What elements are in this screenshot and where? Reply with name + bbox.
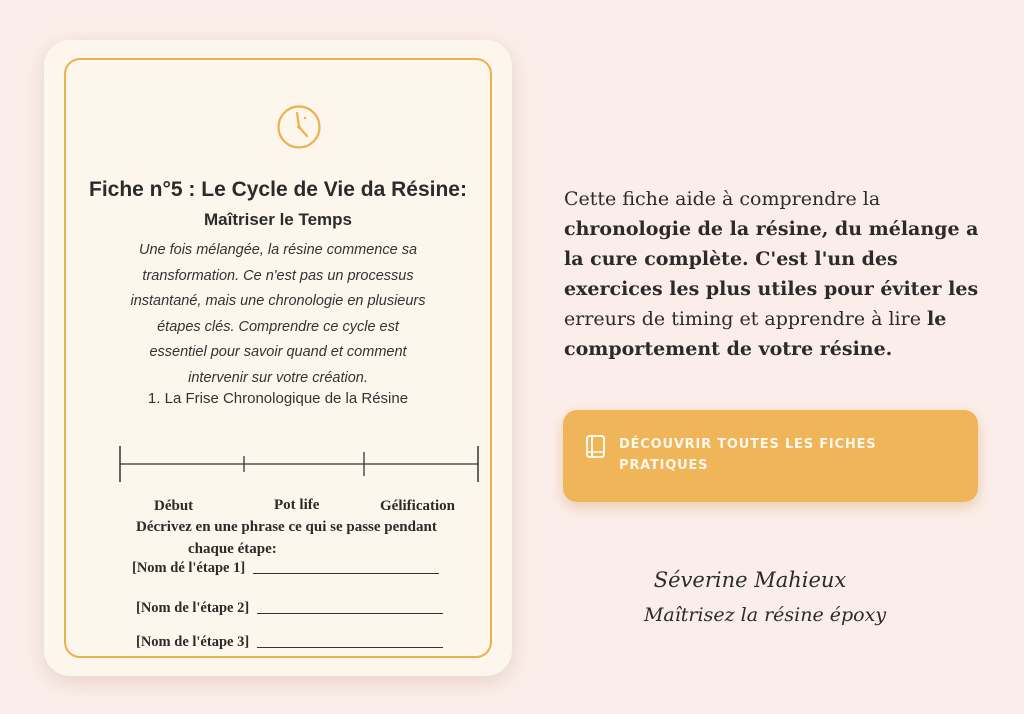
step-label: [Nom dé l'étape 1] — [132, 560, 246, 576]
step-label: [Nom de l'étape 2] — [136, 600, 250, 616]
cta-label: DÉCOUVRIR TOUTES LES FICHES PRATIQUES — [619, 437, 877, 473]
timeline-label: Gélification — [380, 498, 455, 514]
discover-all-sheets-button[interactable] — [563, 410, 978, 502]
clock-icon — [276, 104, 322, 150]
card-subtitle: Maîtriser le Temps — [203, 210, 353, 229]
step-label: [Nom de l'étape 3] — [136, 634, 250, 650]
card-title: Fiche n°5 : Le Cycle de Vie da Résine: — [89, 178, 467, 201]
timeline-axis — [118, 442, 482, 486]
signature-name: Séverine Mahieux — [653, 568, 847, 592]
book-icon — [585, 434, 607, 460]
timeline-label: Début — [154, 498, 194, 514]
step-row — [132, 560, 439, 577]
description-part: erreurs de timing et apprendre à lire — [564, 308, 928, 330]
worksheet-card — [44, 40, 512, 676]
description-part: Cette fiche aide à comprendre la — [564, 188, 881, 210]
step-row — [136, 600, 443, 617]
instruction-line: chaque étape: — [188, 541, 277, 557]
step-row — [136, 634, 443, 651]
card-intro-text: Une fois mélangée, la résine commence sa transformation. Ce n'est pas un processus instantané, mais une chronologie en plusieurs étapes clés. Comprendre ce cycle est essentiel pour savoir quand et comment intervenir sur votre création. — [130, 242, 426, 386]
signature-tagline: Maîtrisez la résine époxy — [643, 604, 887, 626]
description-text — [564, 184, 984, 364]
description-bold: chronologie de la résine, du mélange a la cure complète. C'est l'un des exercices les plus utiles pour éviter les — [564, 218, 979, 300]
answer-line[interactable] — [257, 647, 443, 648]
timeline-label: Pot life — [274, 497, 320, 513]
section-heading: 1. La Frise Chronologique de la Résine — [147, 390, 409, 407]
instructions — [136, 516, 476, 560]
description-bold: le comportement de votre résine. — [564, 308, 947, 360]
answer-line[interactable] — [257, 613, 443, 614]
instruction-line: Décrivez en une phrase ce qui se passe pendant — [136, 519, 437, 535]
answer-line[interactable] — [253, 573, 439, 574]
worksheet-card-border — [64, 58, 492, 658]
